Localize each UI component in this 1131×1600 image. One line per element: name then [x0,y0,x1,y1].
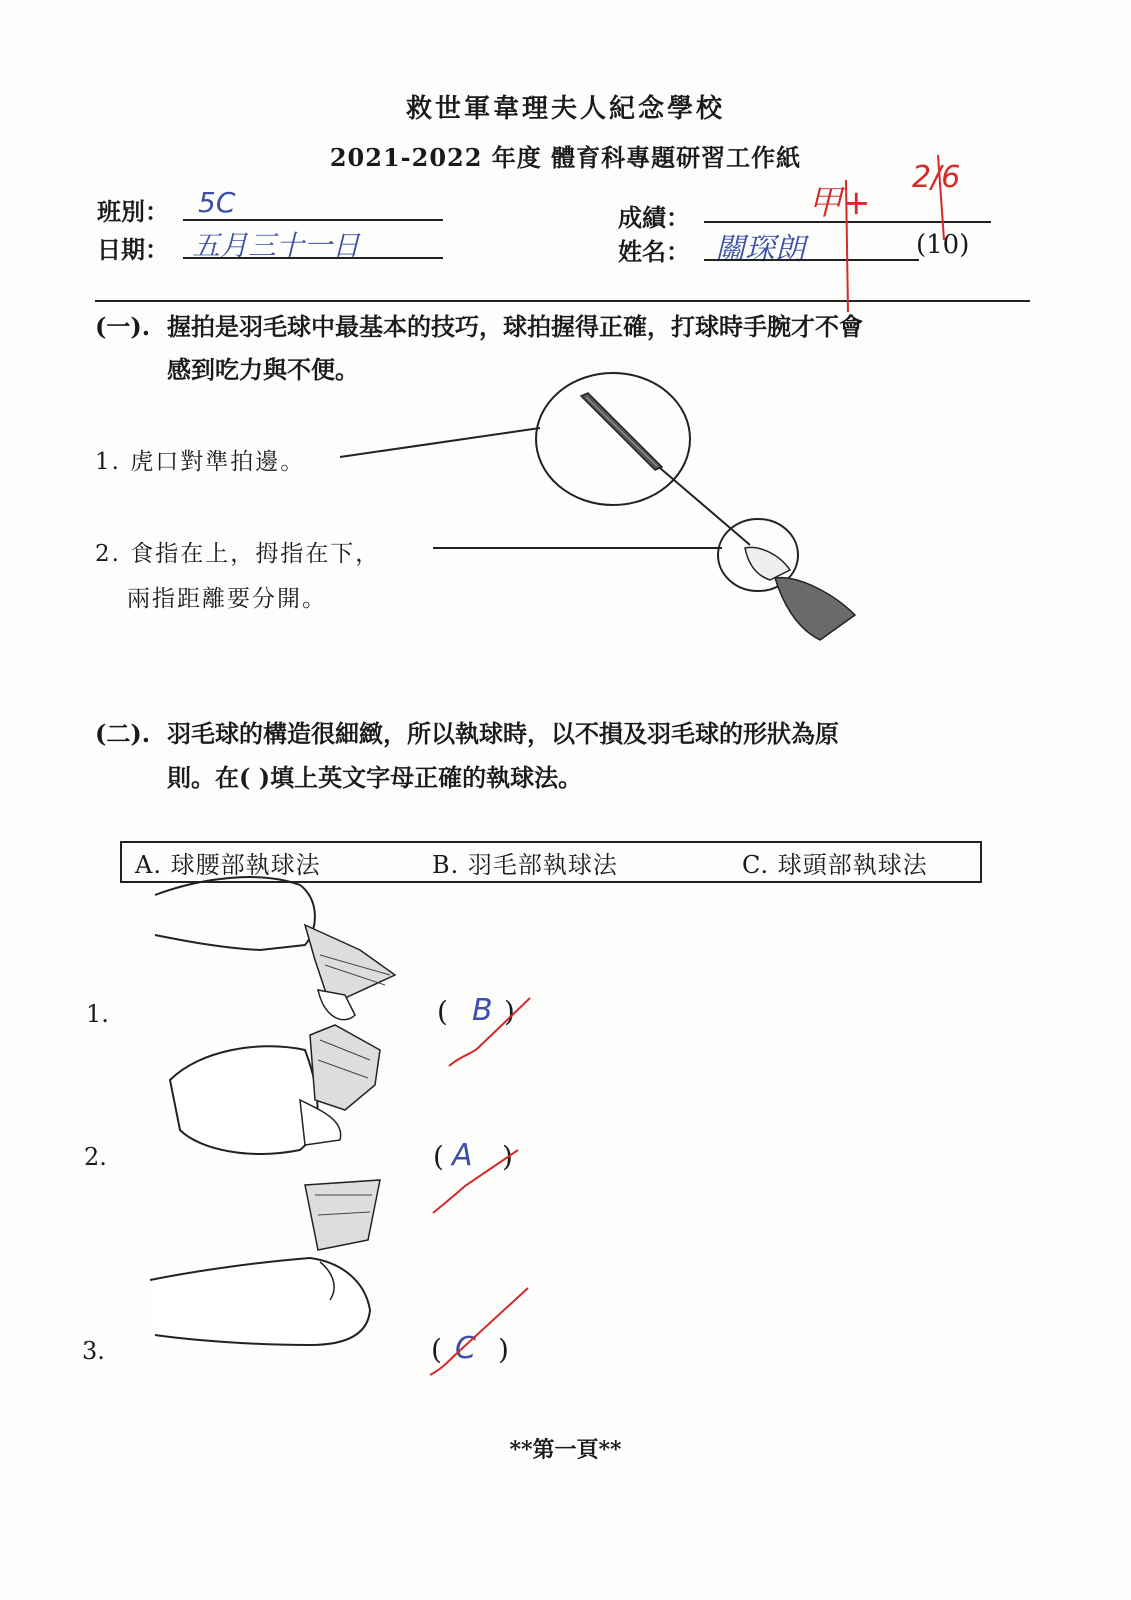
score-stroke [846,180,848,312]
question-2-answer-close: ) [502,1140,513,1173]
option-c: C. 球頭部執球法 [742,851,928,879]
name-value: 關琛朗 [715,232,805,267]
question-2-number: 2. [84,1143,107,1171]
date-label: 日期： [97,235,169,264]
question-2-answer-open: ( [433,1140,444,1173]
question-3-answer-open: ( [431,1333,442,1366]
score-label: 成績： [618,203,690,232]
option-a: A. 球腰部執球法 [135,851,321,879]
question-2-answer: A [452,1138,473,1173]
question-3-answer: C [455,1331,476,1366]
question-1-number: 1. [86,1000,109,1028]
section1-heading-line1: 握拍是羽毛球中最基本的技巧，球拍握得正確，打球時手腕才不會 [167,312,863,341]
section2-heading-line1: 羽毛球的構造很細緻，所以執球時，以不損及羽毛球的形狀為原 [167,719,839,748]
grip-tip-1: 1. 虎口對準拍邊。 [95,449,306,475]
check-mark-1 [449,998,530,1066]
question-1-answer-close: ) [504,995,515,1028]
worksheet-title: 2021-2022 年度 體育科專題研習工作紙 [329,143,802,172]
score-stroke-2 [938,155,944,240]
question-3-number: 3. [82,1337,105,1365]
grip-tip-2-line1: 2. 食指在上，拇指在下， [95,541,381,567]
question-1-answer: B [472,993,493,1028]
class-value: 5C [198,186,236,219]
section1-heading-line2: 感到吃力與不便。 [167,355,359,384]
grip-tip-2-line2: 兩指距離要分開。 [127,586,327,612]
option-b: B. 羽毛部執球法 [432,851,618,879]
section2-heading-line2: 則。在( )填上英文字母正確的執球法。 [167,763,583,792]
question-3-answer-close: ) [498,1333,509,1366]
check-mark-2 [433,1150,518,1213]
name-label: 姓名： [618,237,690,266]
section1-prefix: (一). [95,312,151,341]
page-footer: **第一頁** [509,1437,622,1463]
score-initial: 2/6 [912,160,961,195]
student-number: (10) [916,230,970,260]
score-mark: 甲+ [808,183,871,223]
section2-prefix: (二). [95,719,151,748]
date-value: 五月三十一日 [192,229,361,262]
school-name: 救世軍韋理夫人紀念學校 [405,94,725,124]
question-1-answer-open: ( [437,995,448,1028]
check-mark-3 [430,1288,528,1375]
class-label: 班別： [97,197,169,226]
